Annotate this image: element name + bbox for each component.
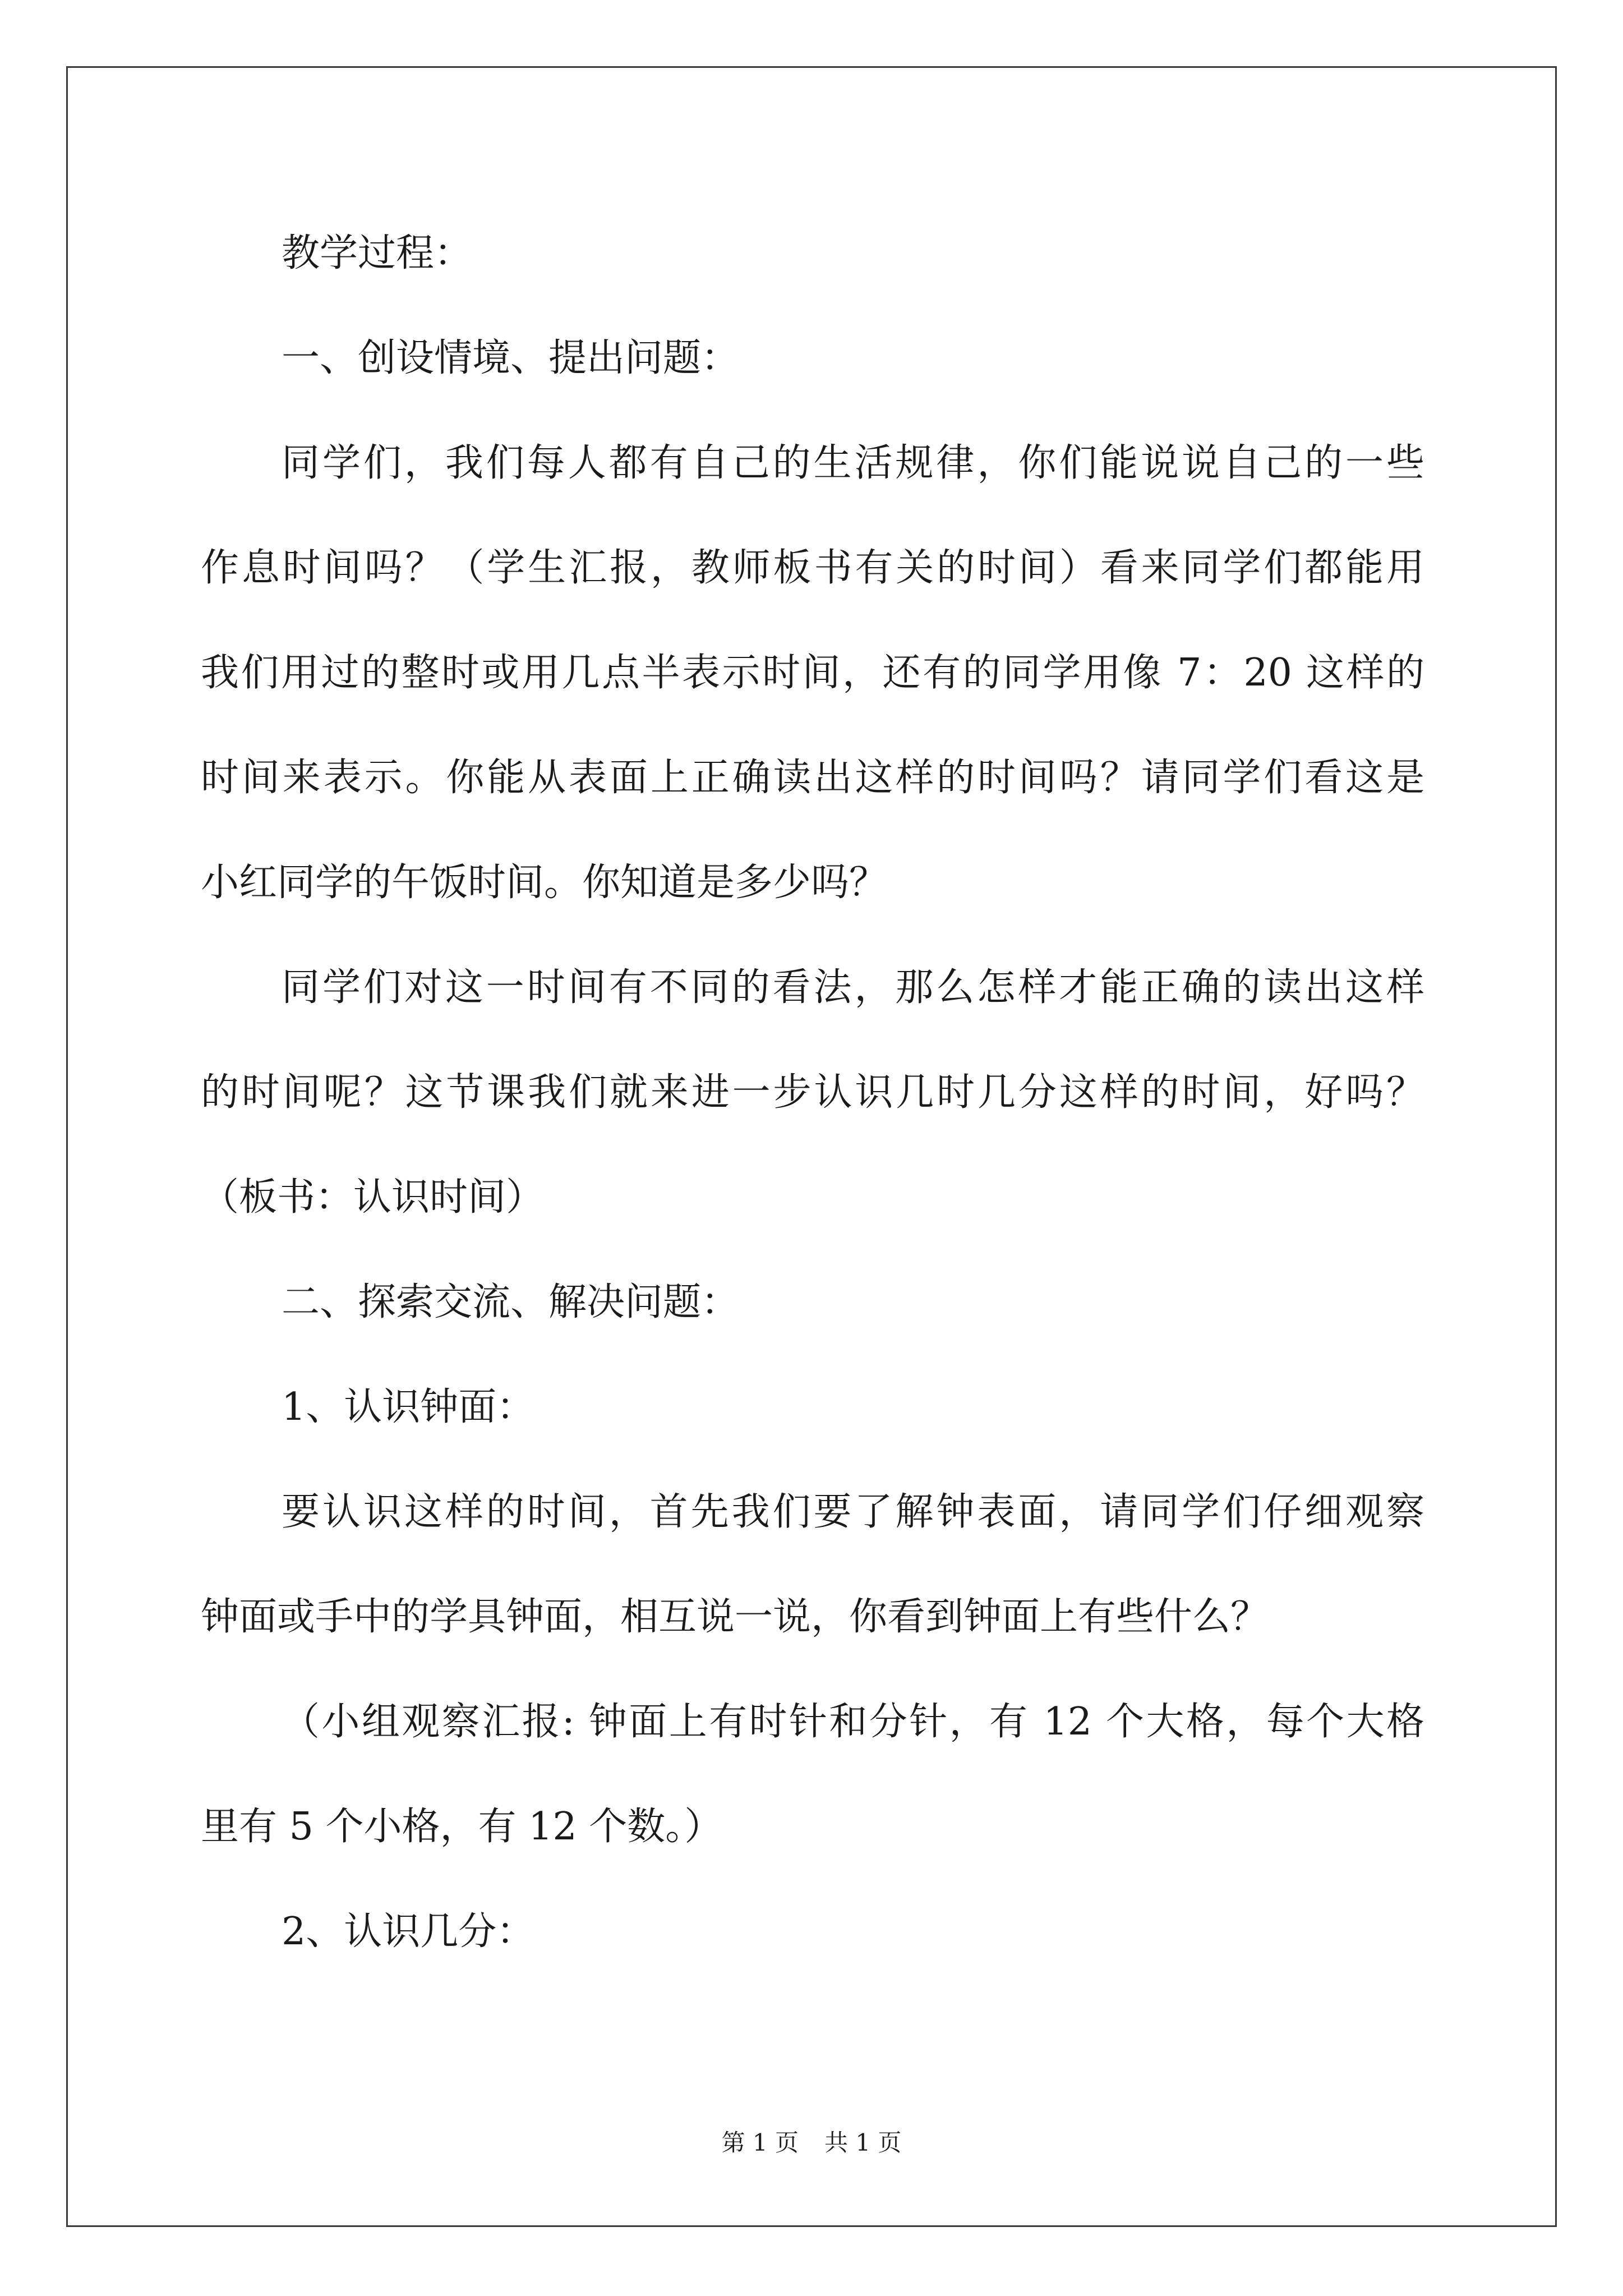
text-line: 1、认识钟面： <box>282 1385 535 1429</box>
page-footer <box>0 2126 1623 2160</box>
document-body <box>201 201 1424 1984</box>
text-line: 一、创设情境、提出问题： <box>282 336 740 380</box>
text-line: 的时间呢？这节课我们就来进一步认识几时几分这样的时间，好吗？ <box>201 1070 1424 1115</box>
text-line: 同学们，我们每人都有自己的生活规律，你们能说说自己的一些 <box>282 441 1424 485</box>
page-total: 共 1 页 <box>824 2129 902 2156</box>
text-line: （板书：认识时间） <box>201 1175 545 1220</box>
text-line: 同学们对这一时间有不同的看法，那么怎样才能正确的读出这样 <box>282 965 1424 1010</box>
text-line: 钟面或手中的学具钟面，相互说一说，你看到钟面上有些什么？ <box>201 1595 1269 1639</box>
text-line: 作息时间吗？（学生汇报，教师板书有关的时间）看来同学们都能用 <box>201 546 1424 590</box>
text-line: 要认识这样的时间，首先我们要了解钟表面，请同学们仔细观察 <box>282 1490 1424 1534</box>
text-line: 小红同学的午饭时间。你知道是多少吗？ <box>201 861 888 905</box>
text-line: 里有 5 个小格，有 12 个数。） <box>201 1805 723 1849</box>
text-line: 二、探索交流、解决问题： <box>282 1280 740 1324</box>
page-number: 第 1 页 <box>721 2129 799 2156</box>
text-line: 2、认识几分： <box>282 1910 535 1954</box>
text-line: 我们用过的整时或用几点半表示时间，还有的同学用像 7：20 这样的 <box>201 651 1424 695</box>
text-line: 时间来表示。你能从表面上正确读出这样的时间吗？请同学们看这是 <box>201 756 1424 800</box>
text-line: 教学过程： <box>282 231 473 275</box>
text-line: （小组观察汇报: 钟面上有时针和分针，有 12 个大格，每个大格 <box>282 1700 1424 1744</box>
